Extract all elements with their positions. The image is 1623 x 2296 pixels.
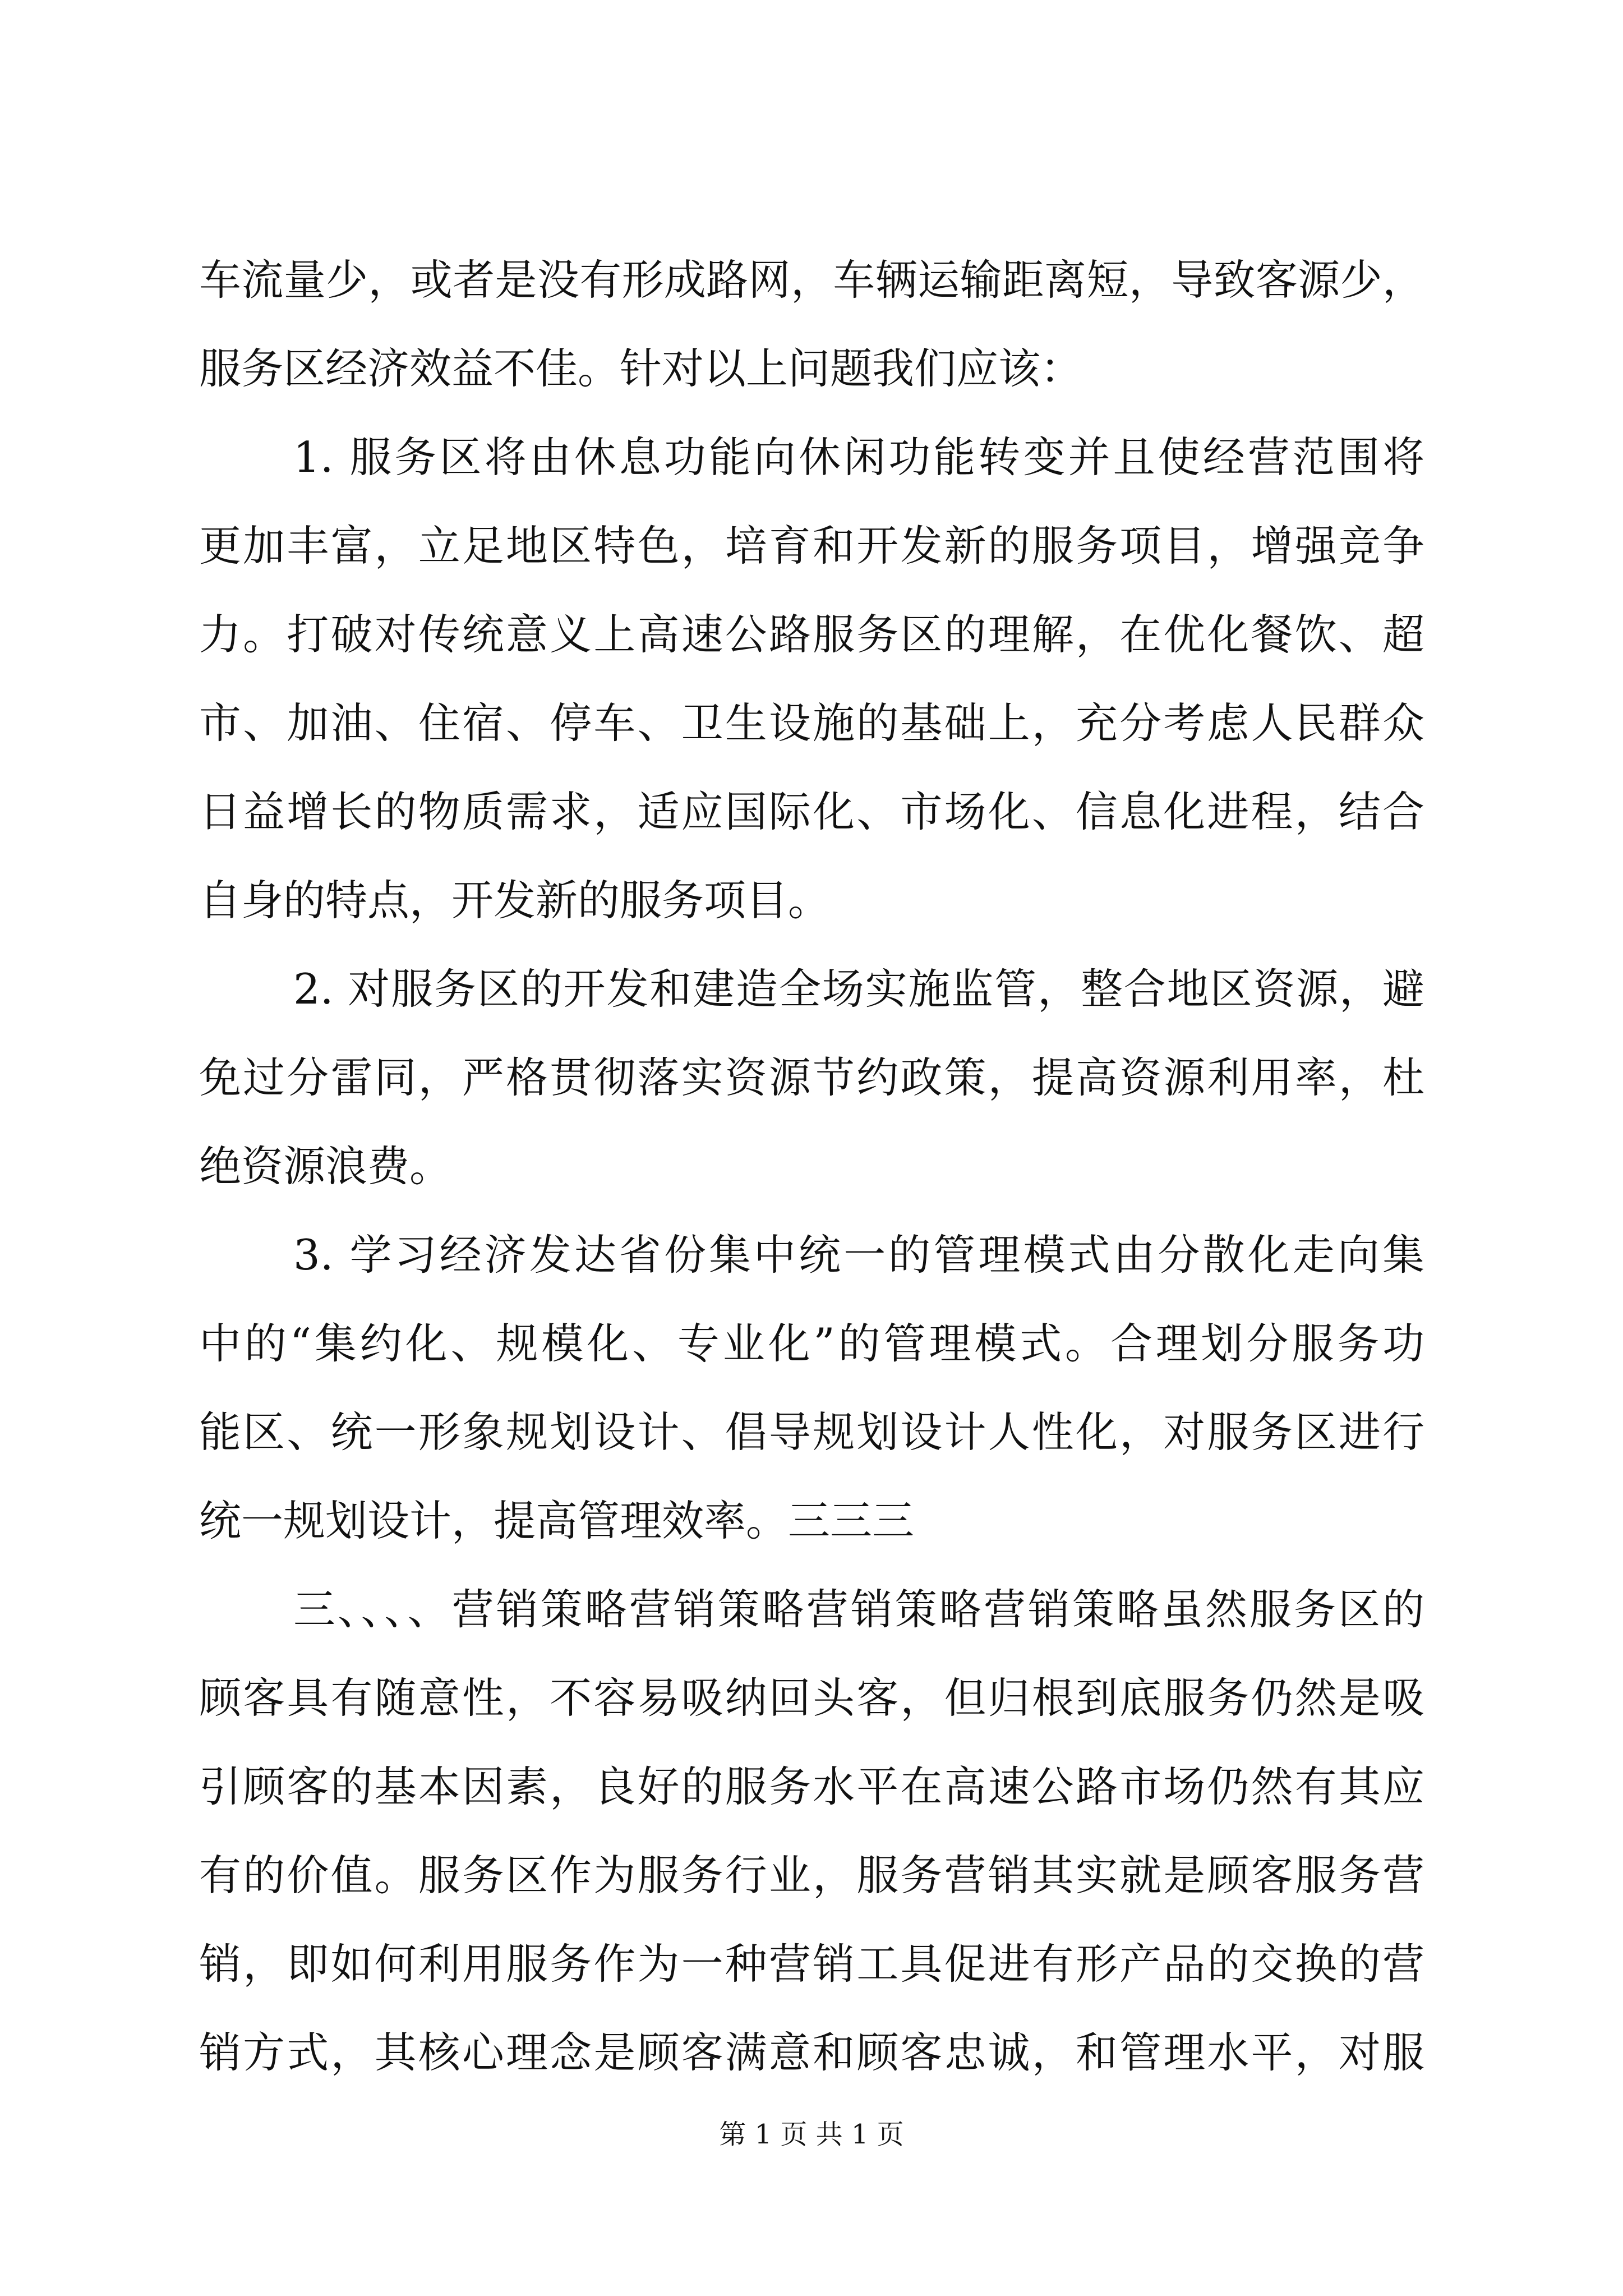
text-line: 引顾客的基本因素，良好的服务水平在高速公路市场仍然有其应 (199, 1762, 1424, 1811)
text-line: 3. 学习经济发达省份集中统一的管理模式由分散化走向集 (293, 1230, 1424, 1280)
page-footer: 第 1 页 共 1 页 (719, 2119, 904, 2150)
text-line: 顾客具有随意性，不容易吸纳回头客，但归根到底服务仍然是吸 (199, 1673, 1424, 1723)
paragraph-5 (199, 1565, 1424, 2097)
text-line: 日益增长的物质需求，适应国际化、市场化、信息化进程，结合 (199, 787, 1424, 836)
text-line: 绝资源浪费。 (199, 1142, 452, 1191)
text-line: 自身的特点，开发新的服务项目。 (199, 876, 831, 925)
paragraph-1 (199, 236, 1424, 413)
text-line: 销，即如何利用服务作为一种营销工具促进有形产品的交换的营 (199, 1939, 1424, 1989)
text-line: 力。打破对传统意义上高速公路服务区的理解，在优化餐饮、超 (199, 610, 1424, 659)
text-line: 能区、统一形象规划设计、倡导规划设计人性化，对服务区进行 (199, 1407, 1424, 1457)
text-line: 2. 对服务区的开发和建造全场实施监管，整合地区资源，避 (293, 964, 1424, 1014)
text-line: 更加丰富，立足地区特色，培育和开发新的服务项目，增强竞争 (199, 521, 1424, 570)
text-line: 统一规划设计，提高管理效率。三三三 (199, 1496, 915, 1545)
paragraph-3 (199, 945, 1424, 1211)
text-line: 1. 服务区将由休息功能向休闲功能转变并且使经营范围将 (293, 432, 1424, 482)
text-line: 市、加油、住宿、停车、卫生设施的基础上，充分考虑人民群众 (199, 698, 1424, 748)
text-line: 中的“集约化、规模化、专业化”的管理模式。合理划分服务功 (199, 1319, 1424, 1368)
paragraph-4 (199, 1211, 1424, 1565)
paragraph-2 (199, 413, 1424, 945)
text-line: 免过分雷同，严格贯彻落实资源节约政策，提高资源利用率，杜 (199, 1053, 1424, 1102)
text-line: 有的价值。服务区作为服务行业，服务营销其实就是顾客服务营 (199, 1851, 1424, 1900)
text-line: 三、、、、营销策略营销策略营销策略营销策略虽然服务区的 (293, 1585, 1424, 1634)
text-line: 销方式，其核心理念是顾客满意和顾客忠诚，和管理水平，对服 (199, 2028, 1424, 2077)
document-body (199, 236, 1424, 2097)
text-line: 车流量少，或者是没有形成路网，车辆运输距离短，导致客源少， (199, 255, 1424, 305)
text-line: 服务区经济效益不佳。针对以上问题我们应该： (199, 344, 1083, 393)
